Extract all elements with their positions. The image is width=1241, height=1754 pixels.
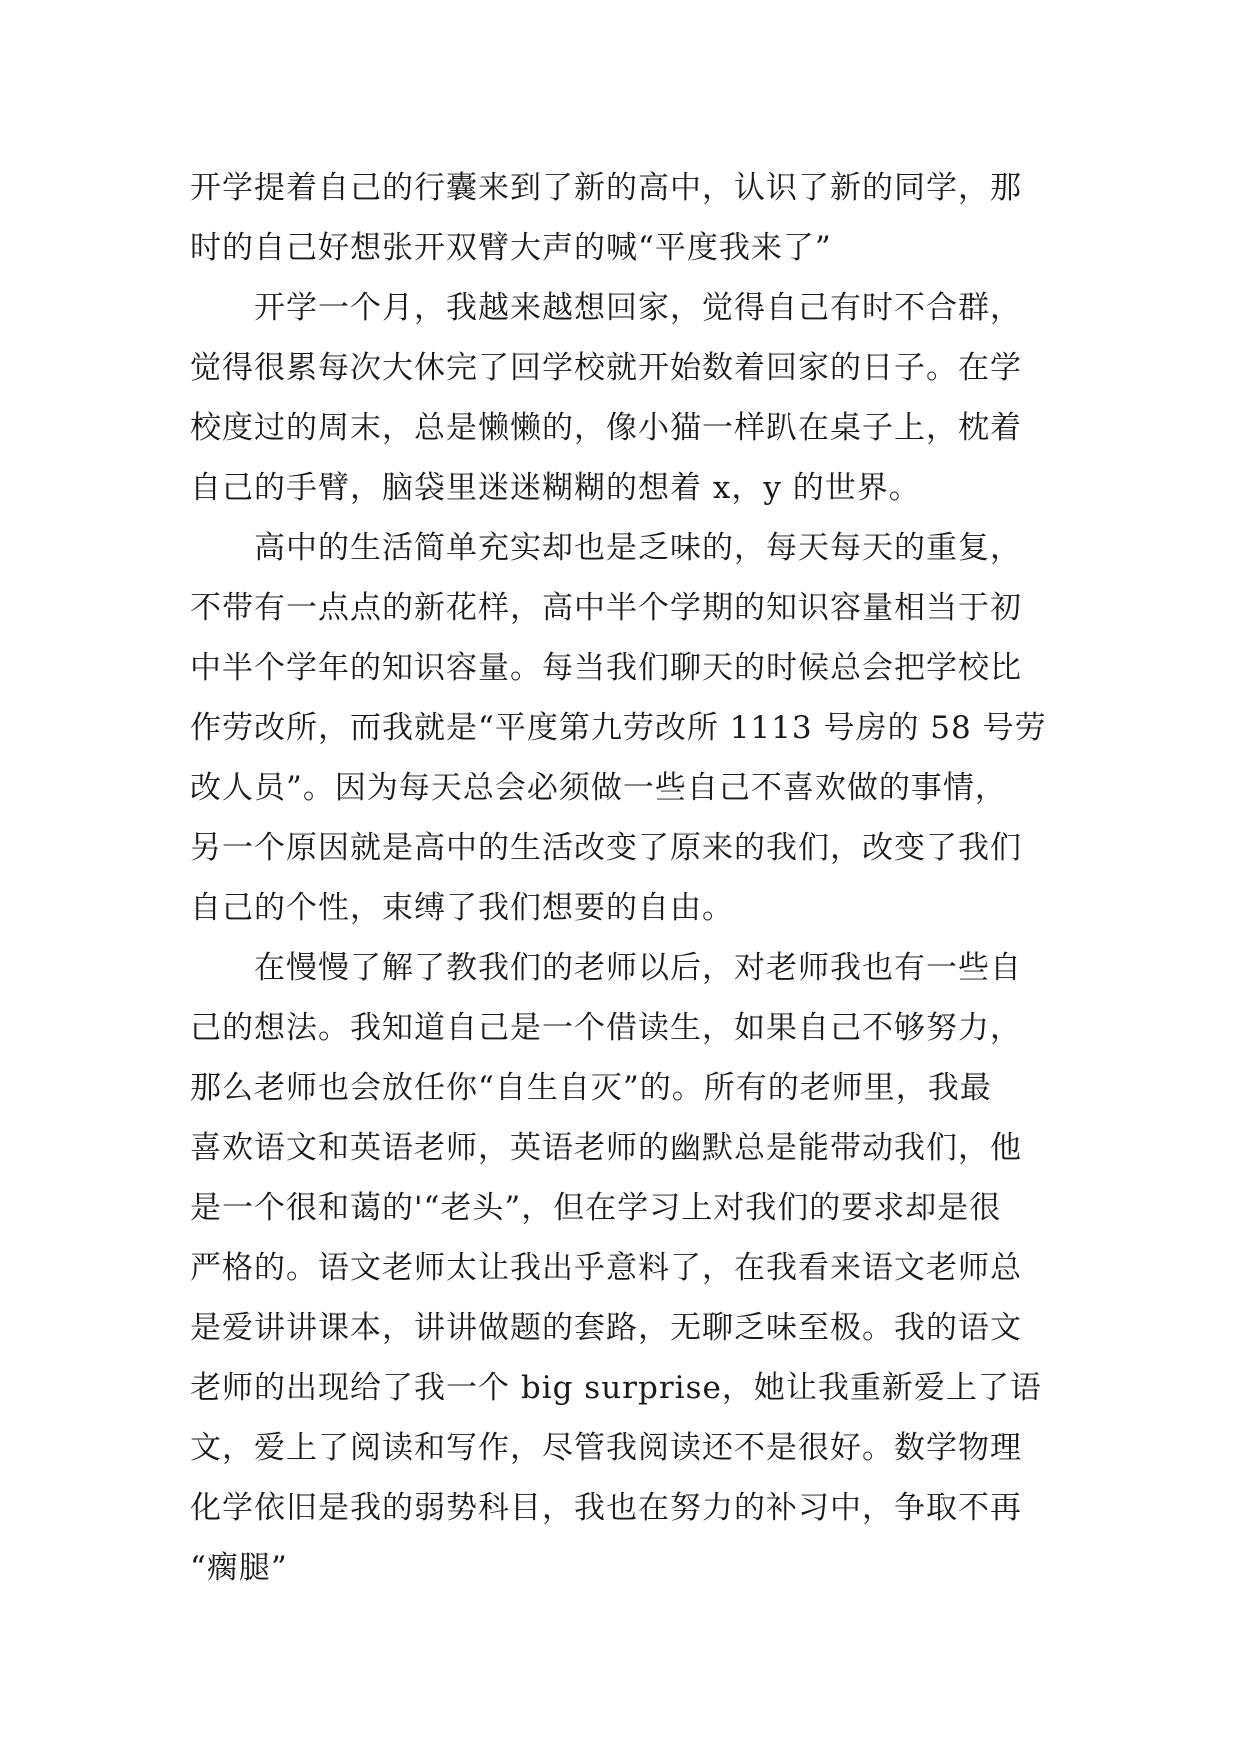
text-line: 文，爱上了阅读和写作，尽管我阅读还不是很好。数学物理 bbox=[190, 1430, 1022, 1466]
text-line: 时的自己好想张开双臂大声的喊“平度我来了” bbox=[190, 230, 832, 266]
text-line: 是一个很和蔼的'“老头”，但在学习上对我们的要求却是很 bbox=[190, 1190, 1002, 1226]
text-line: 作劳改所，而我就是“平度第九劳改所 1113 号房的 58 号劳 bbox=[190, 710, 1047, 746]
text-line: 老师的出现给了我一个 big surprise，她让我重新爱上了语 bbox=[190, 1370, 1042, 1406]
text-line: 开学提着自己的行囊来到了新的高中，认识了新的同学，那 bbox=[190, 170, 1022, 206]
text-line: 是爱讲讲课本，讲讲做题的套路，无聊乏味至极。我的语文 bbox=[190, 1310, 1022, 1346]
text-line: 自己的个性，束缚了我们想要的自由。 bbox=[190, 890, 734, 926]
text-line: 改人员”。因为每天总会必须做一些自己不喜欢做的事情， bbox=[190, 770, 1007, 806]
text-line: 自己的手臂，脑袋里迷迷糊糊的想着 x，y 的世界。 bbox=[190, 470, 921, 506]
text-line: “瘸腿” bbox=[190, 1550, 288, 1586]
text-line: 高中的生活简单充实却也是乏味的，每天每天的重复， bbox=[190, 530, 1022, 566]
text-line: 己的想法。我知道自己是一个借读生，如果自己不够努力， bbox=[190, 1010, 1022, 1046]
text-line: 化学依旧是我的弱势科目，我也在努力的补习中，争取不再 bbox=[190, 1490, 1022, 1526]
text-line: 中半个学年的知识容量。每当我们聊天的时候总会把学校比 bbox=[190, 650, 1022, 686]
text-line: 不带有一点点的新花样，高中半个学期的知识容量相当于初 bbox=[190, 590, 1022, 626]
body-text bbox=[190, 158, 1060, 1598]
text-line: 觉得很累每次大休完了回学校就开始数着回家的日子。在学 bbox=[190, 350, 1022, 386]
text-line: 喜欢语文和英语老师，英语老师的幽默总是能带动我们，他 bbox=[190, 1130, 1022, 1166]
text-line: 另一个原因就是高中的生活改变了原来的我们，改变了我们 bbox=[190, 830, 1022, 866]
text-line: 那么老师也会放任你“自生自灭”的。所有的老师里，我最 bbox=[190, 1070, 992, 1106]
text-line: 严格的。语文老师太让我出乎意料了，在我看来语文老师总 bbox=[190, 1250, 1022, 1286]
text-line: 在慢慢了解了教我们的老师以后，对老师我也有一些自 bbox=[190, 950, 1022, 986]
text-line: 开学一个月，我越来越想回家，觉得自己有时不合群， bbox=[190, 290, 1022, 326]
text-line: 校度过的周末，总是懒懒的，像小猫一样趴在桌子上，枕着 bbox=[190, 410, 1022, 446]
